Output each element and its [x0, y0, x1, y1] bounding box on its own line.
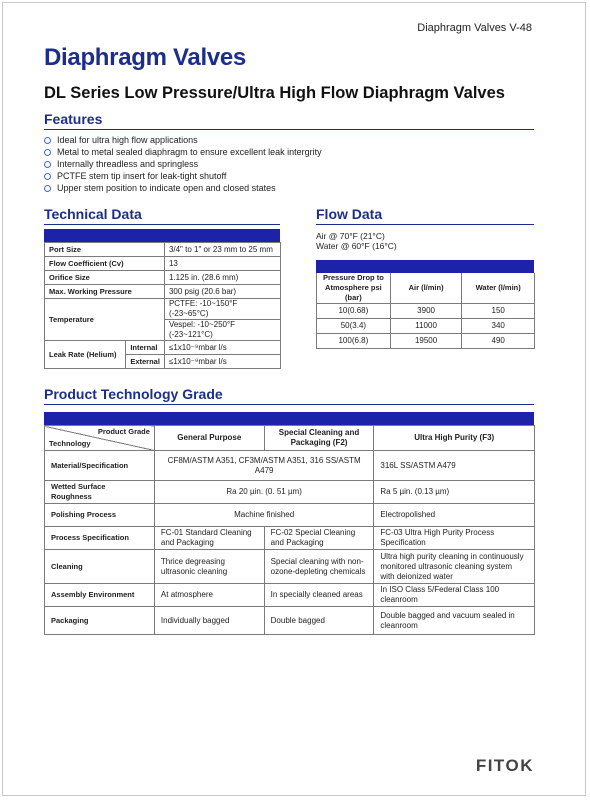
- bullet-icon: [44, 161, 51, 168]
- bullet-icon: [44, 149, 51, 156]
- flow-conditions: [316, 231, 397, 251]
- header-corner-cell: Product Grade Technology: [45, 426, 155, 451]
- table-row: External ≤1x10⁻⁹mbar l/s: [45, 355, 281, 369]
- flow-note-air: Air @ 70°F (21°C): [316, 231, 385, 241]
- feature-item: PCTFE stem tip insert for leak-tight shutoff: [44, 170, 322, 182]
- technical-heading: Technical Data: [44, 206, 142, 222]
- table-row: Max. Working Pressure 300 psig (20.6 bar): [45, 285, 281, 299]
- grade-heading: Product Technology Grade: [44, 386, 223, 402]
- technical-data-table: [44, 242, 281, 369]
- table-row: Cleaning Thrice degreasing ultrasonic cleaning Special cleaning with non-ozone-depleting chemicals Ultra high purity cleaning in continuously monitored ultrasonic cleaning system with deionized water: [45, 550, 535, 584]
- flow-data-table: [316, 273, 535, 349]
- bullet-icon: [44, 137, 51, 144]
- features-rule: [44, 129, 534, 130]
- page-reference: Diaphragm Valves V-48: [417, 22, 532, 34]
- feature-item: Internally threadless and springless: [44, 158, 322, 170]
- table-row: Vespel: -10~250°F (-23~121°C): [45, 320, 281, 341]
- table-row: Wetted Surface Roughness Ra 20 µin. (0. 51 µm) Ra 5 µin. (0.13 µm): [45, 481, 535, 504]
- table-row: Polishing Process Machine finished Electropolished: [45, 504, 535, 527]
- features-list: [44, 134, 322, 194]
- table-row: 50(3.4) 11000 340: [317, 319, 535, 334]
- grade-rule: [44, 404, 534, 405]
- flow-note-water: Water @ 60°F (16°C): [316, 241, 397, 251]
- feature-item: Upper stem position to indicate open and closed states: [44, 182, 322, 194]
- flow-rule: [316, 224, 534, 225]
- flow-header-bar: [316, 260, 534, 273]
- table-row: Material/Specification CF8M/ASTM A351, CF3M/ASTM A351, 316 SS/ASTM A479 316L SS/ASTM A479: [45, 451, 535, 481]
- table-row: 100(6.8) 19500 490: [317, 334, 535, 349]
- flow-heading: Flow Data: [316, 206, 383, 222]
- table-row: 10(0.68) 3900 150: [317, 304, 535, 319]
- table-row: Process Specification FC-01 Standard Cleaning and Packaging FC-02 Special Cleaning and Packaging FC-03 Ultra High Purity Process Specification: [45, 527, 535, 550]
- table-row: Packaging Individually bagged Double bagged Double bagged and vacuum sealed in cleanroom: [45, 607, 535, 635]
- table-row: Flow Coefficient (Cv) 13: [45, 257, 281, 271]
- table-row: Leak Rate (Helium) Internal ≤1x10⁻⁹mbar l/s: [45, 341, 281, 355]
- table-header-row: Product Grade Technology General Purpose Special Cleaning and Packaging (F2) Ultra High Purity (F3): [45, 426, 535, 451]
- table-row: Temperature PCTFE: -10~150°F (-23~65°C): [45, 299, 281, 320]
- feature-item: Ideal for ultra high flow applications: [44, 134, 322, 146]
- table-row: Orifice Size 1.125 in. (28.6 mm): [45, 271, 281, 285]
- table-header-row: Pressure Drop to Atmosphere psi (bar) Air (l/min) Water (l/min): [317, 273, 535, 304]
- bullet-icon: [44, 173, 51, 180]
- technical-rule: [44, 224, 280, 225]
- feature-item: Metal to metal sealed diaphragm to ensure excellent leak intergrity: [44, 146, 322, 158]
- page-subtitle: DL Series Low Pressure/Ultra High Flow Diaphragm Valves: [44, 84, 505, 102]
- table-row: Assembly Environment At atmosphere In specially cleaned areas In ISO Class 5/Federal Class 100 cleanroom: [45, 584, 535, 607]
- technical-header-bar: [44, 229, 280, 242]
- features-heading: Features: [44, 111, 103, 127]
- bullet-icon: [44, 185, 51, 192]
- table-row: Port Size 3/4" to 1" or 23 mm to 25 mm: [45, 243, 281, 257]
- page-title: Diaphragm Valves: [44, 44, 246, 71]
- fitok-logo: FITOK: [475, 756, 534, 775]
- grade-header-bar: [44, 412, 534, 425]
- product-grade-table: [44, 425, 535, 635]
